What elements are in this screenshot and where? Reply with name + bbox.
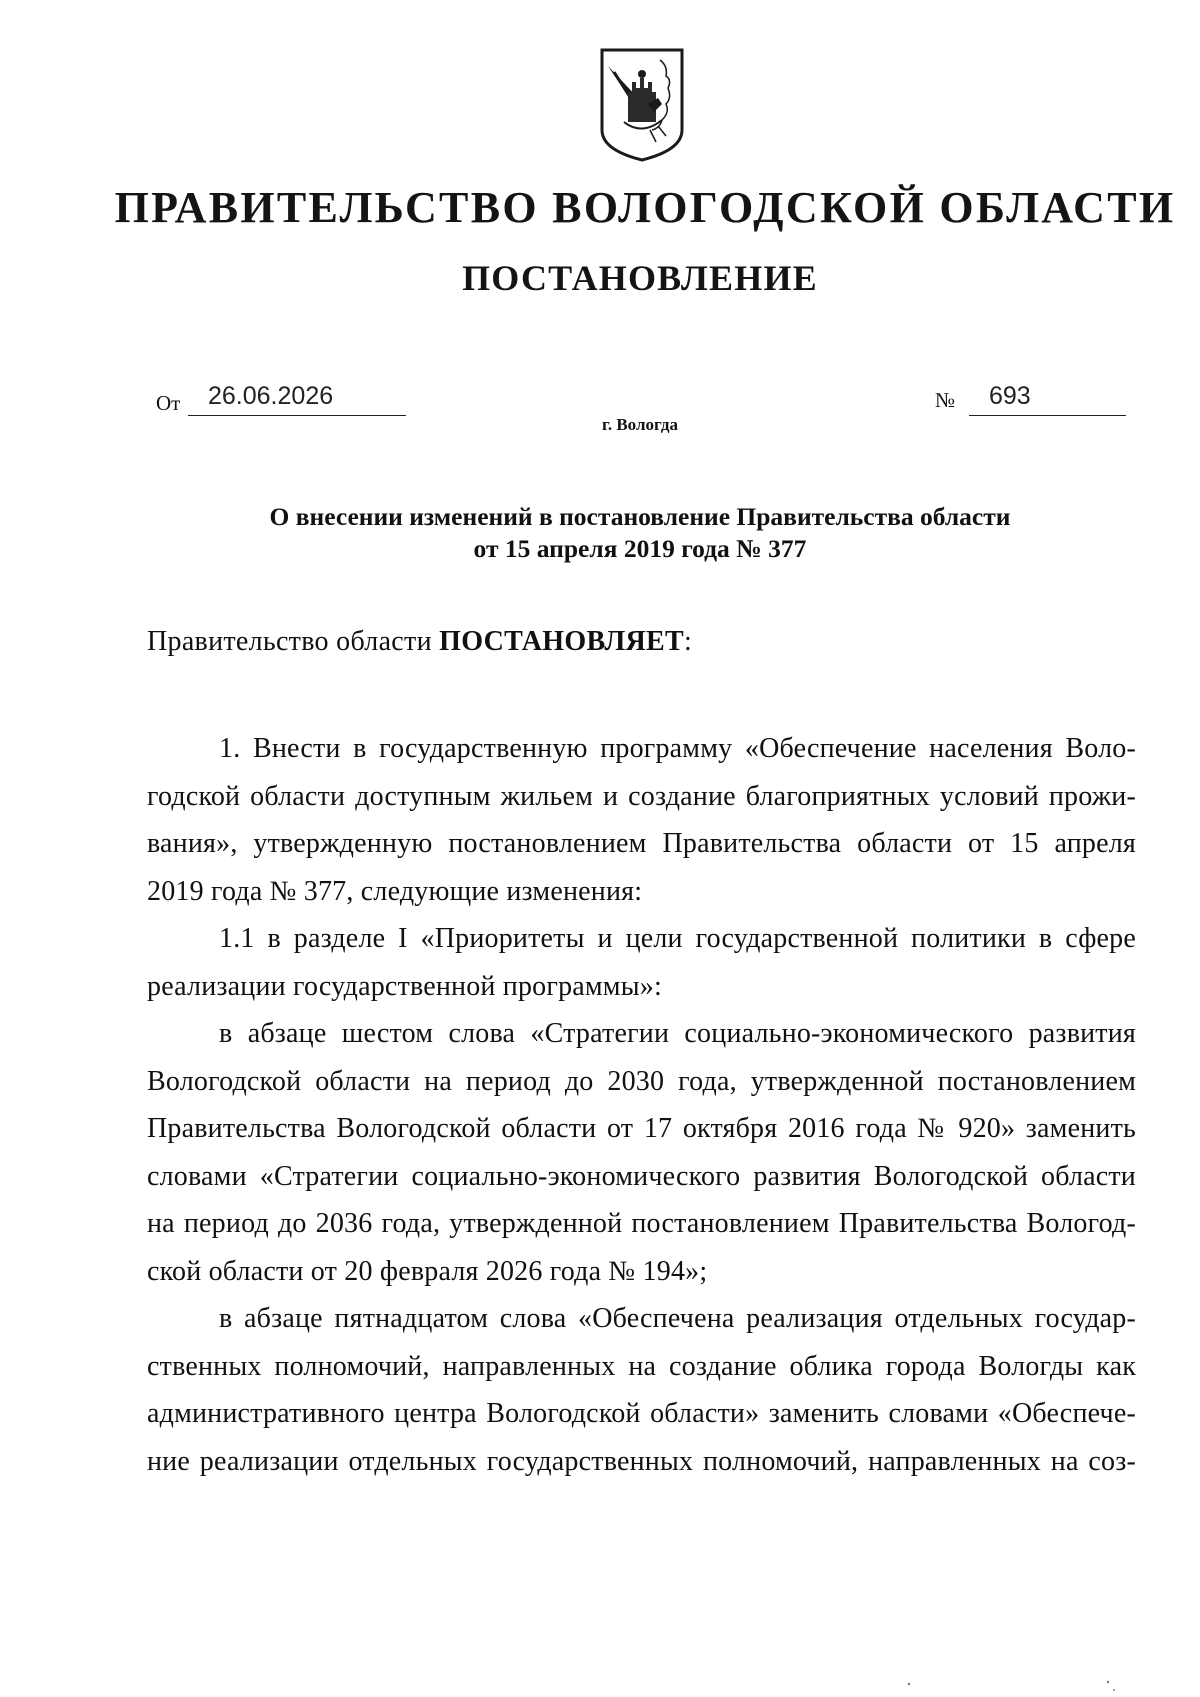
body-line: 2019 года № 377, следующие изменения: xyxy=(147,875,643,907)
body-line: Правительства Вологодской области от 17 октября 2016 года № 920» заменить xyxy=(147,1113,1136,1144)
subject-line: О внесении изменений в постановление Правительства области xyxy=(269,502,1011,531)
document-type-title: ПОСТАНОВЛЕНИЕ xyxy=(462,258,818,298)
body-line: 1.1 в разделе I «Приоритеты и цели государственной политики в сфере xyxy=(219,923,1136,954)
body-line: годской области доступным жильем и создание благоприятных условий прожи- xyxy=(147,780,1136,812)
body-line: ственных полномочий, направленных на создание облика города Вологды как xyxy=(147,1350,1136,1382)
body-line: в абзаце пятнадцатом слова «Обеспечена реализация отдельных государ- xyxy=(219,1303,1136,1334)
body-line: Вологодской области на период до 2030 года, утвержденной постановлением xyxy=(147,1065,1136,1097)
body-line: 1. Внести в государственную программу «Обеспечение населения Воло- xyxy=(219,733,1136,764)
body-line: вания», утвержденную постановлением Правительства области от 15 апреля xyxy=(147,828,1136,859)
city-label: г. Вологда xyxy=(602,415,678,434)
document-number: 693 xyxy=(989,382,1031,410)
resolution-prefix: Правительство области xyxy=(147,626,440,657)
date-from-label: От xyxy=(156,391,181,415)
number-label: № xyxy=(935,388,956,412)
body-line: словами «Стратегии социально-экономического развития Вологодской области xyxy=(147,1160,1136,1192)
body-line: в абзаце шестом слова «Стратегии социально-экономического развития xyxy=(219,1018,1136,1049)
body-line: ние реализации отдельных государственных полномочий, направленных на соз- xyxy=(147,1445,1136,1477)
vologda-coat-of-arms-icon xyxy=(598,46,686,164)
document-body xyxy=(147,725,1136,1485)
resolution-verb: ПОСТАНОВЛЯЕТ xyxy=(439,626,684,657)
number-field xyxy=(969,382,1126,416)
document-date: 26.06.2026 xyxy=(208,382,334,410)
resolution-suffix: : xyxy=(683,626,693,657)
body-line: ской области от 20 февраля 2026 года № 194»; xyxy=(147,1255,708,1287)
government-title: ПРАВИТЕЛЬСТВО ВОЛОГОДСКОЙ ОБЛАСТИ xyxy=(114,183,1176,232)
resolution-statement xyxy=(147,626,692,658)
subject-line: от 15 апреля 2019 года № 377 xyxy=(473,534,807,563)
body-line: на период до 2036 года, утвержденной постановлением Правительства Вологод- xyxy=(147,1208,1136,1239)
body-line: административного центра Вологодской области» заменить словами «Обеспече- xyxy=(147,1398,1136,1429)
document-subject xyxy=(140,501,1140,565)
date-field xyxy=(188,382,406,416)
body-line: реализации государственной программы»: xyxy=(147,970,662,1002)
